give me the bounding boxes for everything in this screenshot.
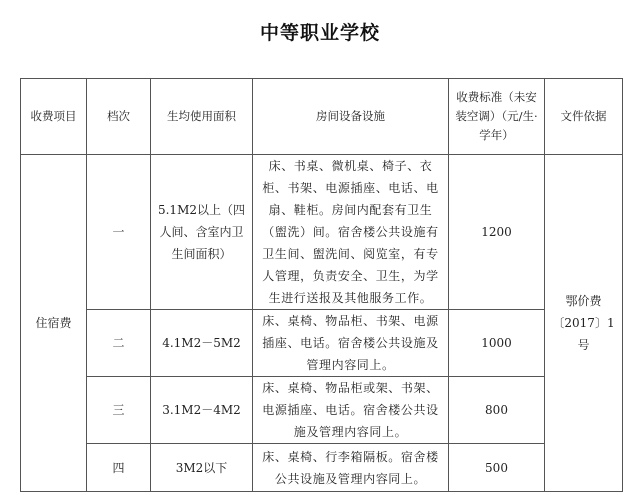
table-row — [21, 377, 623, 444]
facilities-cell: 床、桌椅、物品柜或架、书架、电源插座、电话。宿舍楼公共设施及管理内容同上。 — [253, 377, 449, 444]
area-cell: 5.1M2以上（四人间、含室内卫生间面积） — [151, 155, 253, 310]
header-item: 收费项目 — [21, 79, 87, 155]
grade-cell: 二 — [87, 310, 151, 377]
header-basis: 文件依据 — [545, 79, 623, 155]
header-grade: 档次 — [87, 79, 151, 155]
header-facilities: 房间设备设施 — [253, 79, 449, 155]
area-cell: 3M2以下 — [151, 444, 253, 492]
basis-cell: 鄂价费〔2017〕1号 — [545, 155, 623, 492]
grade-cell: 三 — [87, 377, 151, 444]
table-row — [21, 155, 623, 310]
facilities-cell: 床、桌椅、物品柜、书架、电源插座、电话。宿舍楼公共设施及管理内容同上。 — [253, 310, 449, 377]
fee-cell: 800 — [449, 377, 545, 444]
fee-cell: 500 — [449, 444, 545, 492]
header-area: 生均使用面积 — [151, 79, 253, 155]
fee-cell: 1000 — [449, 310, 545, 377]
page-title: 中等职业学校 — [259, 22, 380, 44]
fee-item-cell: 住宿费 — [21, 155, 87, 492]
fee-table — [20, 78, 623, 492]
facilities-cell: 床、桌椅、行李箱隔板。宿舍楼公共设施及管理内容同上。 — [253, 444, 449, 492]
area-cell: 3.1M2－4M2 — [151, 377, 253, 444]
table-row — [21, 310, 623, 377]
header-standard: 收费标准（未安装空调）（元/生·学年） — [449, 79, 545, 155]
grade-cell: 一 — [87, 155, 151, 310]
fee-cell: 1200 — [449, 155, 545, 310]
table-row — [21, 444, 623, 492]
area-cell: 4.1M2－5M2 — [151, 310, 253, 377]
grade-cell: 四 — [87, 444, 151, 492]
header-row — [21, 79, 623, 155]
facilities-cell: 床、书桌、微机桌、椅子、衣柜、书架、电源插座、电话、电扇、鞋柜。房间内配套有卫生（盥洗）间。宿舍楼公共设施有卫生间、盥洗间、阅览室，有专人管理，负责安全、卫生，为学生进行送报及其他服务工作。 — [253, 155, 449, 310]
